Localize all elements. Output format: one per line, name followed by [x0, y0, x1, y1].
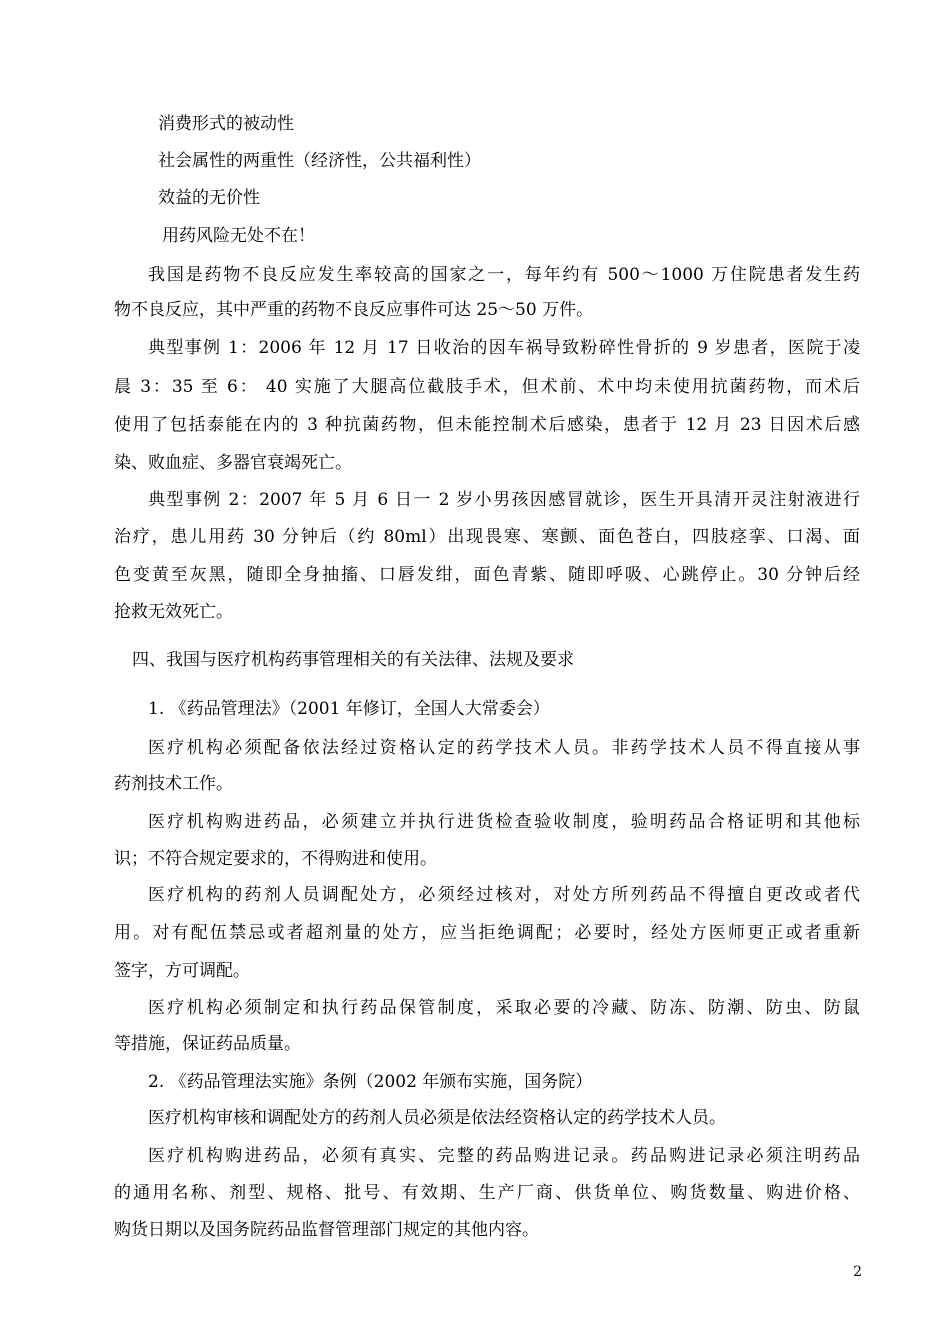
law-one-heading: 1. 《药品管理法》（2001 年修订，全国人大常委会） [148, 699, 550, 719]
case-two-line: 抢救无效死亡。 [114, 602, 233, 622]
paragraph-line: 物不良反应，其中严重的药物不良反应事件可达 25～50 万件。 [114, 300, 594, 320]
case-two-line: 色变黄至灰黑，随即全身抽搐、口唇发绀，面色青紫、随即呼吸、心跳停止。30 分钟后经 [114, 565, 860, 585]
list-item-consumption-passivity: 消费形式的被动性 [158, 114, 294, 134]
page-number: 2 [853, 1264, 862, 1280]
law-one-line: 医疗机构必须制定和执行药品保管制度，采取必要的冷藏、防冻、防潮、防虫、防鼠 [148, 998, 860, 1018]
law-two-line: 医疗机构购进药品，必须有真实、完整的药品购进记录。药品购进记录必须注明药品 [148, 1146, 860, 1166]
law-two-line: 医疗机构审核和调配处方的药剂人员必须是依法经资格认定的药学技术人员。 [148, 1108, 726, 1128]
list-item-priceless-benefit: 效益的无价性 [158, 188, 260, 208]
case-one-line: 染、败血症、多器官衰竭死亡。 [114, 453, 352, 473]
law-one-line: 等措施，保证药品质量。 [114, 1034, 301, 1054]
law-one-line: 医疗机构的药剂人员调配处方，必须经过核对，对处方所列药品不得擅自更改或者代 [148, 885, 860, 905]
law-one-line: 用。对有配伍禁忌或者超剂量的处方，应当拒绝调配；必要时，经处方医师更正或者重新 [114, 923, 860, 943]
section-four-heading: 四、我国与医疗机构药事管理相关的有关法律、法规及要求 [132, 650, 574, 670]
case-one-line: 典型事例 1：2006 年 12 月 17 日收治的因车祸导致粉碎性骨折的 9 岁患者，医院于凌 [148, 338, 860, 358]
law-two-line: 的通用名称、剂型、规格、批号、有效期、生产厂商、供货单位、购货数量、购进价格、 [114, 1183, 860, 1203]
law-one-line: 医疗机构必须配备依法经过资格认定的药学技术人员。非药学技术人员不得直接从事 [148, 738, 860, 758]
case-one-line: 晨 3：35 至 6： 40 实施了大腿高位截肢手术，但术前、术中均未使用抗菌药物，而术后 [114, 377, 860, 397]
paragraph-line: 我国是药物不良反应发生率较高的国家之一，每年约有 500～1000 万住院患者发生药 [148, 265, 860, 285]
case-two-line: 治疗，患儿用药 30 分钟后（约 80ml）出现畏寒、寒颤、面色苍白，四肢痉挛、口渴、面 [114, 527, 860, 547]
case-two-line: 典型事例 2：2007 年 5 月 6 日一 2 岁小男孩因感冒就诊，医生开具清开灵注射液进行 [148, 490, 860, 510]
law-two-heading: 2. 《药品管理法实施》条例（2002 年颁布实施，国务院） [148, 1072, 593, 1092]
medication-risk-heading: 用药风险无处不在！ [162, 226, 315, 246]
case-one-line: 使用了包括泰能在内的 3 种抗菌药物，但未能控制术后感染，患者于 12 月 23 日因术后感 [114, 415, 860, 435]
list-item-dual-social-attribute: 社会属性的两重性（经济性，公共福利性） [158, 151, 481, 171]
law-one-line: 识；不符合规定要求的，不得购进和使用。 [114, 849, 437, 869]
law-one-line: 药剂技术工作。 [114, 774, 233, 794]
law-two-line: 购货日期以及国务院药品监督管理部门规定的其他内容。 [114, 1220, 539, 1240]
law-one-line: 医疗机构购进药品，必须建立并执行进货检查验收制度，验明药品合格证明和其他标 [148, 812, 860, 832]
law-one-line: 签字，方可调配。 [114, 961, 250, 981]
